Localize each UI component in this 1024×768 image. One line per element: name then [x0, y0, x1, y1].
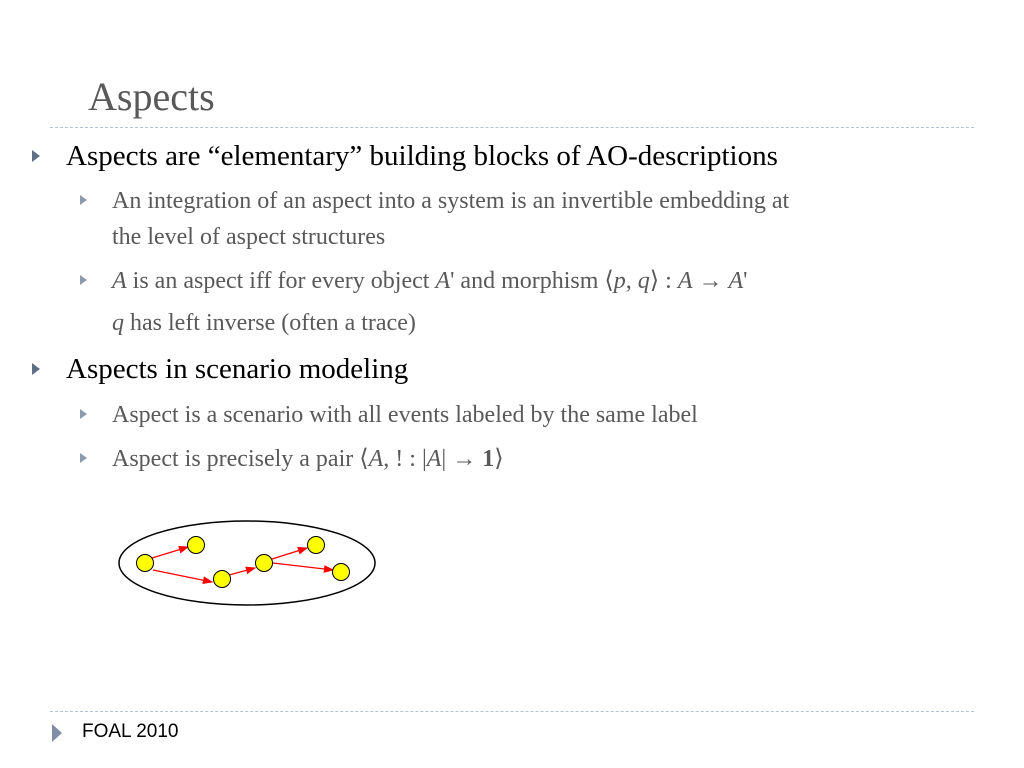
var-a: A: [112, 268, 127, 294]
left-angle: ⟨: [604, 268, 614, 294]
sub-bullet-marker-icon: [79, 452, 88, 464]
var-a-domain: A: [677, 268, 693, 294]
title-divider: [50, 127, 974, 128]
bullet-2-text: Aspects in scenario modeling: [66, 353, 409, 385]
text-segment: Aspect is precisely a pair ⟨: [112, 446, 369, 472]
bullet-marker-icon: [31, 149, 41, 163]
sub-bullet-marker-icon: [79, 194, 88, 206]
var-a: A: [368, 446, 384, 472]
sub-bullet-1-1-line1: An integration of an aspect into a system is an invertible embedding at: [112, 188, 790, 214]
event-arrow: [272, 548, 307, 559]
sub-bullet-2-1: Aspect is a scenario with all events labeled by the same label: [112, 402, 698, 428]
var-a-prime: A: [435, 268, 451, 294]
sub-bullet-marker-icon: [79, 408, 88, 420]
prime: ': [743, 268, 748, 294]
sub-bullet-1-1: [112, 183, 789, 255]
sub-bullet-1-2: [112, 263, 748, 299]
event-node: [333, 564, 350, 581]
event-arrow: [153, 570, 212, 582]
text-segment: is an aspect iff for every object: [126, 268, 436, 294]
var-q: q: [637, 268, 650, 294]
event-arrow: [229, 568, 255, 575]
text-segment: ' and morphism: [450, 268, 605, 294]
right-angle-colon: ⟩ :: [649, 268, 678, 294]
event-node: [214, 571, 231, 588]
right-angle: ⟩: [494, 446, 504, 472]
arrow-symbol: →: [692, 268, 729, 294]
footer-divider: [50, 711, 974, 712]
text-segment: , ! : |: [383, 446, 427, 472]
footer-arrow-icon: [50, 722, 64, 749]
sub-bullet-marker-icon: [79, 274, 88, 286]
scenario-aspect-diagram: [112, 515, 382, 615]
comma: ,: [625, 268, 638, 294]
var-q: q: [112, 310, 124, 336]
event-node: [188, 537, 205, 554]
sub-bullet-1-1-line2: the level of aspect structures: [112, 224, 386, 250]
event-arrow: [152, 547, 188, 558]
aspect-boundary-ellipse: [119, 521, 375, 605]
text-segment: has left inverse (often a trace): [124, 310, 416, 336]
text-segment: | →: [441, 446, 483, 472]
event-node: [308, 537, 325, 554]
sub-bullet-2-2: [112, 441, 504, 477]
var-p: p: [613, 268, 626, 294]
sub-bullet-1-2-continuation: [112, 305, 416, 341]
bullet-marker-icon: [31, 362, 41, 376]
var-a-codomain: A: [728, 268, 744, 294]
slide-title: Aspects: [88, 74, 215, 119]
bullet-1-text: Aspects are “elementary” building blocks of AO-descriptions: [66, 140, 778, 172]
event-node: [137, 555, 154, 572]
footer-label: FOAL 2010: [82, 721, 179, 742]
event-arrow: [273, 563, 333, 570]
var-a-abs: A: [426, 446, 442, 472]
bold-one: 1: [482, 446, 495, 472]
event-node: [256, 555, 273, 572]
